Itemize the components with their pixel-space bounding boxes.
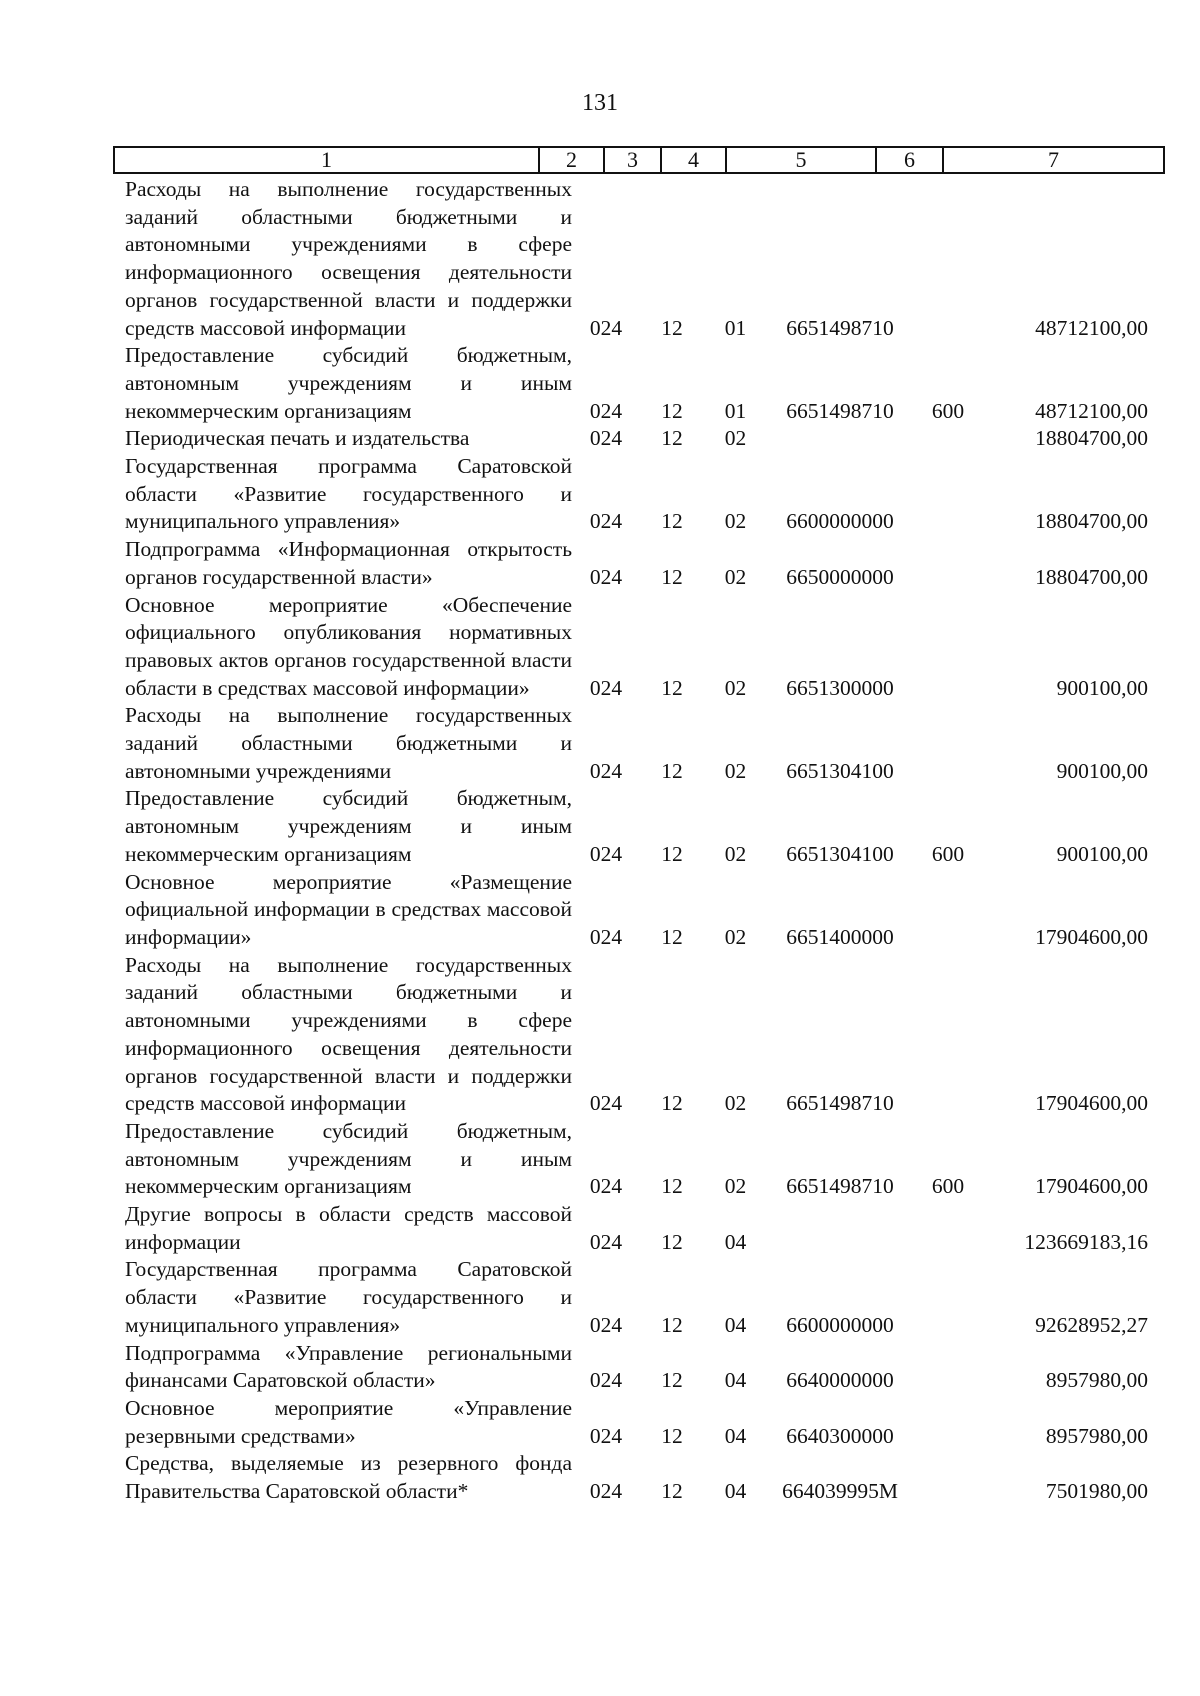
- row-section: 12: [661, 1368, 683, 1393]
- row-name: Подпрограмма «Управление региональными финансами Саратовской области»: [125, 1340, 572, 1393]
- row-subsection: 02: [724, 564, 747, 589]
- table-row: [0, 536, 1200, 591]
- row-target: 664039995М: [782, 1479, 898, 1504]
- row-subsection: 02: [724, 1091, 747, 1116]
- table-row: [0, 1340, 1200, 1395]
- row-target: 6651498710: [786, 1091, 894, 1116]
- row-subsection: 02: [724, 758, 747, 783]
- row-subsection: 01: [724, 315, 747, 340]
- table-row: [0, 453, 1200, 536]
- row-name: Периодическая печать и издательства: [125, 426, 470, 451]
- row-subsection: 02: [724, 509, 747, 534]
- row-amount: 123669183,16: [1024, 1229, 1148, 1254]
- row-amount: 48712100,00: [1035, 315, 1148, 340]
- row-section: 12: [661, 426, 683, 451]
- row-subsection: 01: [724, 398, 747, 423]
- row-name: Предоставление субсидий бюджетным, автономным учреждениям и иным некоммерческим организациям: [125, 343, 572, 423]
- row-target: 6651498710: [786, 1174, 894, 1199]
- row-subsection: 02: [724, 426, 747, 451]
- row-amount: 18804700,00: [1035, 426, 1148, 451]
- table-row: [0, 1201, 1200, 1256]
- row-section: 12: [661, 675, 683, 700]
- row-code: 024: [589, 924, 623, 949]
- header-col-2: 2: [540, 148, 605, 172]
- row-section: 12: [661, 509, 683, 534]
- row-amount: 17904600,00: [1035, 1174, 1148, 1199]
- row-target: 6600000000: [786, 1312, 894, 1337]
- row-amount: 8957980,00: [1045, 1423, 1148, 1448]
- row-subsection: 04: [724, 1229, 747, 1254]
- row-subsection: 04: [724, 1423, 747, 1448]
- row-target: 6651304100: [786, 841, 894, 866]
- row-subsection: 02: [724, 675, 747, 700]
- row-amount: 7501980,00: [1045, 1479, 1148, 1504]
- row-name: Государственная программа Саратовской области «Развитие государственного и муниципального управления»: [125, 454, 572, 534]
- row-section: 12: [661, 1091, 683, 1116]
- table-body: [0, 176, 1200, 1506]
- row-amount: 900100,00: [1056, 758, 1148, 783]
- row-target: 6651304100: [786, 758, 894, 783]
- table-row: [0, 1118, 1200, 1201]
- row-section: 12: [661, 398, 683, 423]
- row-section: 12: [661, 1229, 683, 1254]
- header-col-6: 6: [877, 148, 944, 172]
- header-col-7: 7: [1048, 147, 1059, 172]
- row-target: 6600000000: [786, 509, 894, 534]
- row-code: 024: [589, 675, 623, 700]
- row-name: Расходы на выполнение государственных заданий областными бюджетными и автономными учреждениями в сфере информационного освещения деятельности органов государственной власти и поддержки средств массовой информации: [125, 177, 572, 340]
- row-target: 6651498710: [786, 398, 894, 423]
- table-row: [0, 952, 1200, 1118]
- row-amount: 48712100,00: [1035, 398, 1148, 423]
- table-row: [0, 785, 1200, 868]
- row-code: 024: [589, 1312, 623, 1337]
- row-amount: 900100,00: [1056, 841, 1148, 866]
- row-name: Подпрограмма «Информационная открытость органов государственной власти»: [125, 537, 572, 589]
- row-code: 024: [589, 1479, 623, 1504]
- row-name: Государственная программа Саратовской области «Развитие государственного и муниципального управления»: [125, 1257, 572, 1337]
- row-name: Расходы на выполнение государственных заданий областными бюджетными и автономными учреждениями: [125, 703, 572, 783]
- row-type: 600: [931, 398, 965, 423]
- row-subsection: 04: [724, 1368, 747, 1393]
- header-col-3: 3: [605, 148, 662, 172]
- row-code: 024: [589, 315, 623, 340]
- row-section: 12: [661, 758, 683, 783]
- row-name: Предоставление субсидий бюджетным, автономным учреждениям и иным некоммерческим организациям: [125, 1118, 572, 1199]
- row-subsection: 04: [724, 1479, 747, 1504]
- row-section: 12: [661, 841, 683, 866]
- table-row: [0, 869, 1200, 952]
- row-name: Расходы на выполнение государственных заданий областными бюджетными и автономными учреждениями в сфере информационного освещения деятельности органов государственной власти и поддержки средств массовой информации: [125, 952, 572, 1116]
- row-code: 024: [589, 1229, 623, 1254]
- row-name: Предоставление субсидий бюджетным, автономным учреждениям и иным некоммерческим организациям: [125, 786, 572, 866]
- row-subsection: 02: [724, 924, 747, 949]
- header-col-1: 1: [115, 148, 540, 172]
- table-row: [0, 1450, 1200, 1505]
- row-section: 12: [661, 924, 683, 949]
- row-section: 12: [661, 1312, 683, 1337]
- row-code: 024: [589, 564, 623, 589]
- table-row: [0, 1256, 1200, 1339]
- row-name: Другие вопросы в области средств массовой информации: [125, 1202, 572, 1254]
- row-section: 12: [661, 315, 683, 340]
- row-name: Основное мероприятие «Размещение официальной информации в средствах массовой информации»: [125, 869, 572, 949]
- row-amount: 900100,00: [1056, 675, 1148, 700]
- row-section: 12: [661, 1479, 683, 1504]
- row-target: 6650000000: [786, 564, 894, 589]
- row-amount: 92628952,27: [1035, 1312, 1148, 1337]
- row-code: 024: [589, 758, 623, 783]
- table-row: [0, 702, 1200, 785]
- row-amount: 18804700,00: [1035, 509, 1148, 534]
- row-code: 024: [589, 1091, 623, 1116]
- row-code: 024: [589, 398, 623, 423]
- row-section: 12: [661, 564, 683, 589]
- header-col-4: 4: [662, 148, 727, 172]
- row-subsection: 04: [724, 1312, 747, 1337]
- row-subsection: 02: [724, 1174, 747, 1199]
- row-code: 024: [589, 509, 623, 534]
- row-type: 600: [931, 841, 965, 866]
- row-subsection: 02: [724, 841, 747, 866]
- row-type: 600: [931, 1174, 965, 1199]
- row-amount: 8957980,00: [1045, 1368, 1148, 1393]
- row-name: Основное мероприятие «Обеспечение официального опубликования нормативных правовых актов органов государственной власти области в средствах массовой информации»: [125, 592, 572, 700]
- row-section: 12: [661, 1174, 683, 1199]
- table-header: [113, 146, 1165, 174]
- table-row: [0, 592, 1200, 703]
- header-col-5: 5: [727, 148, 877, 172]
- row-name: Средства, выделяемые из резервного фонда Правительства Саратовской области*: [125, 1451, 572, 1504]
- row-code: 024: [589, 426, 623, 451]
- page-number: 131: [582, 90, 618, 116]
- table-row: [0, 342, 1200, 425]
- row-target: 6651400000: [786, 924, 894, 949]
- row-target: 6651300000: [786, 675, 894, 700]
- row-section: 12: [661, 1423, 683, 1448]
- row-code: 024: [589, 1368, 623, 1393]
- row-amount: 18804700,00: [1035, 564, 1148, 589]
- row-code: 024: [589, 841, 623, 866]
- row-target: 6640000000: [786, 1368, 894, 1393]
- table-row: [0, 1395, 1200, 1450]
- row-name: Основное мероприятие «Управление резервными средствами»: [125, 1395, 572, 1448]
- row-code: 024: [589, 1423, 623, 1448]
- row-code: 024: [589, 1174, 623, 1199]
- row-target: 6651498710: [786, 315, 894, 340]
- row-target: 6640300000: [786, 1423, 894, 1448]
- table-row: [0, 425, 1200, 453]
- table-row: [0, 176, 1200, 342]
- row-amount: 17904600,00: [1035, 924, 1148, 949]
- row-amount: 17904600,00: [1035, 1091, 1148, 1116]
